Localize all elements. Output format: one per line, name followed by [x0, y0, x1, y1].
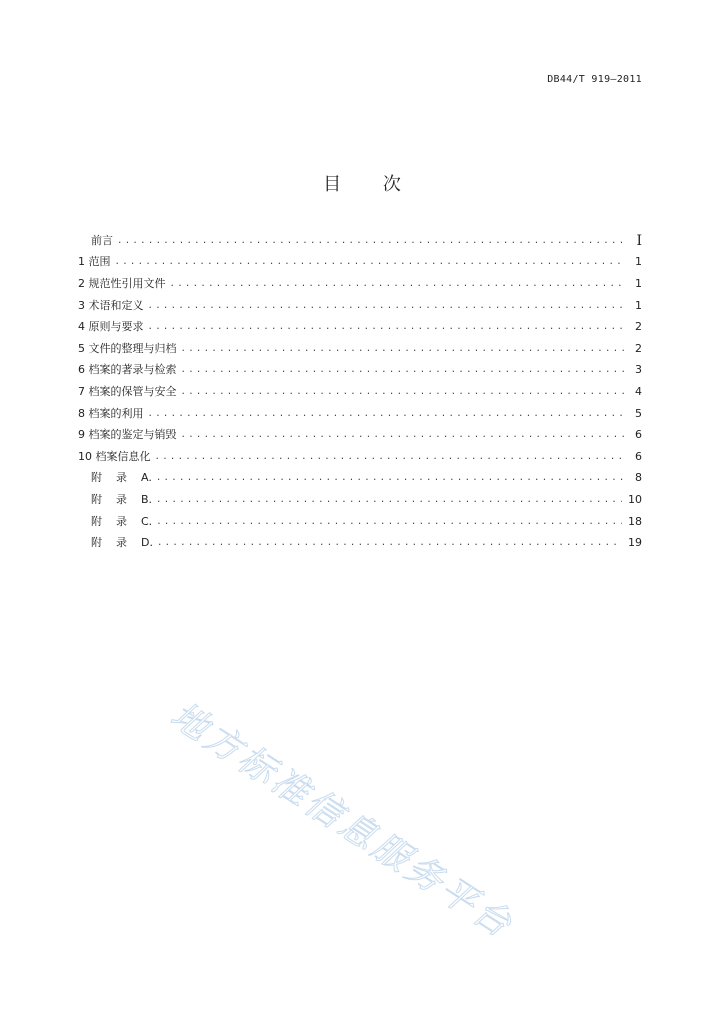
appendix-letter: C.	[141, 514, 153, 528]
toc-entry-label: 2 规范性引用文件	[78, 276, 166, 290]
toc-entry-normative-references[interactable]	[78, 273, 642, 295]
toc-leader-dots	[181, 385, 627, 399]
toc-leader-dots	[148, 320, 627, 334]
toc-entry-page: 3	[635, 363, 642, 377]
toc-entry-page: 2	[635, 320, 642, 334]
toc-entry-label: 1 范围	[78, 255, 111, 269]
toc-entry-page: 1	[635, 255, 642, 269]
toc-leader-dots	[181, 363, 627, 377]
toc-leader-dots	[181, 428, 627, 442]
toc-leader-dots	[148, 299, 627, 313]
toc-entry-label: 8 档案的利用	[78, 406, 144, 420]
toc-entry-scope[interactable]	[78, 252, 642, 274]
appendix-word: 附录	[91, 492, 141, 506]
toc-entry-page: I	[636, 232, 642, 249]
appendix-word: 附录	[91, 514, 141, 528]
toc-entry-page: 6	[635, 428, 642, 442]
toc-entry-principles[interactable]	[78, 316, 642, 338]
toc-leader-dots	[156, 515, 622, 529]
toc-entry-page: 8	[635, 471, 642, 485]
toc-entry-foreword[interactable]	[78, 230, 642, 252]
toc-entry-label: 7 档案的保管与安全	[78, 384, 177, 398]
toc-entry-page: 1	[635, 298, 642, 312]
platform-watermark: 地方标准信息服务平台	[163, 694, 522, 948]
toc-entry-digitization[interactable]	[78, 446, 642, 468]
appendix-word: 附录	[91, 471, 141, 485]
toc-entry-appraisal-destruction[interactable]	[78, 424, 642, 446]
toc-leader-dots	[181, 342, 627, 356]
toc-entry-appendix-b[interactable]	[78, 489, 642, 511]
toc-entry-cataloging[interactable]	[78, 360, 642, 382]
appendix-word: 附录	[91, 536, 141, 550]
toc-entry-page: 18	[628, 514, 642, 528]
toc-leader-dots	[156, 471, 626, 485]
toc-title: 目 次	[323, 174, 419, 195]
toc-entry-page: 10	[628, 492, 642, 506]
toc-entry-page: 1	[635, 276, 642, 290]
toc-entry-page: 5	[635, 406, 642, 420]
table-of-contents	[78, 230, 642, 554]
toc-leader-dots	[156, 493, 622, 507]
toc-leader-dots	[117, 234, 626, 248]
toc-entry-label: 3 术语和定义	[78, 298, 144, 312]
toc-entry-utilization[interactable]	[78, 403, 642, 425]
toc-entry-label: 10 档案信息化	[78, 449, 151, 463]
toc-entry-custody-security[interactable]	[78, 381, 642, 403]
appendix-letter: D.	[141, 536, 153, 550]
toc-entry-appendix-a[interactable]	[78, 468, 642, 490]
toc-entry-label: 4 原则与要求	[78, 320, 144, 334]
toc-entry-page: 4	[635, 384, 642, 398]
toc-leader-dots	[115, 255, 627, 269]
toc-entry-label: 9 档案的鉴定与销毁	[78, 428, 177, 442]
toc-leader-dots	[157, 536, 622, 550]
toc-entry-page: 6	[635, 449, 642, 463]
toc-entry-filing[interactable]	[78, 338, 642, 360]
toc-entry-terms-definitions[interactable]	[78, 295, 642, 317]
appendix-letter: B.	[141, 492, 153, 506]
toc-entry-page: 2	[635, 341, 642, 355]
standard-code: DB44/T 919—2011	[547, 74, 642, 85]
toc-entry-appendix-c[interactable]	[78, 511, 642, 533]
toc-entry-appendix-d[interactable]	[78, 532, 642, 554]
toc-leader-dots	[170, 277, 627, 291]
toc-entry-label: 6 档案的著录与检索	[78, 363, 177, 377]
toc-entry-label: 前言	[91, 233, 113, 247]
toc-entry-page: 19	[628, 536, 642, 550]
toc-entry-label: 5 文件的整理与归档	[78, 341, 177, 355]
toc-leader-dots	[148, 407, 627, 421]
appendix-letter: A.	[141, 471, 152, 485]
toc-leader-dots	[155, 450, 627, 464]
